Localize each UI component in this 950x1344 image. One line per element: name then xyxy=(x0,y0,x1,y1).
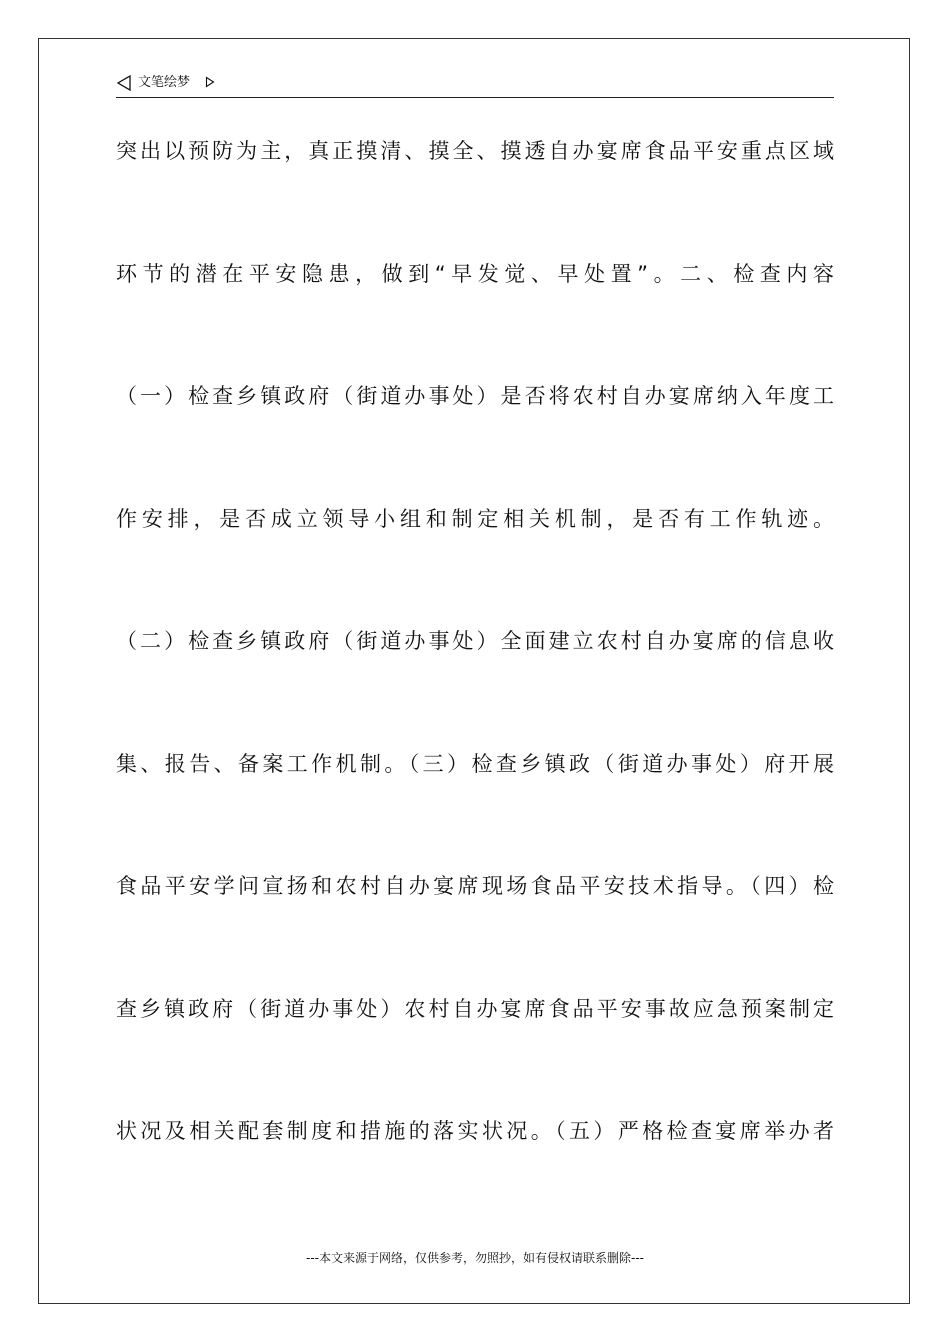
body-line-2: 环节的潜在平安隐患，做到“早发觉、早处置”。二、检查内容 xyxy=(116,261,834,286)
body-line-3: （一）检查乡镇政府（街道办事处）是否将农村自办宴席纳入年度工 xyxy=(116,384,834,408)
body-line-5: （二）检查乡镇政府（街道办事处）全面建立农村自办宴席的信息收 xyxy=(116,629,834,653)
body-line-7: 食品平安学问宣扬和农村自办宴席现场食品平安技术指导。（四）检 xyxy=(116,874,834,898)
body-line-6: 集、报告、备案工作机制。（三）检查乡镇政（街道办事处）府开展 xyxy=(116,751,834,776)
body-line-1: 突出以预防为主，真正摸清、摸全、摸透自办宴席食品平安重点区域 xyxy=(116,139,834,163)
page-footer: ---本文来源于网络，仅供参考，勿照抄，如有侵权请联系删除--- xyxy=(306,1251,644,1265)
triangle-right-outline-icon xyxy=(205,76,215,88)
triangle-left-outline-icon xyxy=(116,74,132,92)
body-line-4: 作安排，是否成立领导小组和制定相关机制，是否有工作轨迹。 xyxy=(116,506,834,531)
document-body xyxy=(116,129,834,1232)
body-line-9: 状况及相关配套制度和措施的落实状况。（五）严格检查宴席举办者 xyxy=(116,1119,834,1143)
page-header xyxy=(116,72,834,98)
header-title: 文笔绘梦 xyxy=(138,75,191,90)
body-line-8: 查乡镇政府（街道办事处）农村自办宴席食品平安事故应急预案制定 xyxy=(116,996,834,1021)
